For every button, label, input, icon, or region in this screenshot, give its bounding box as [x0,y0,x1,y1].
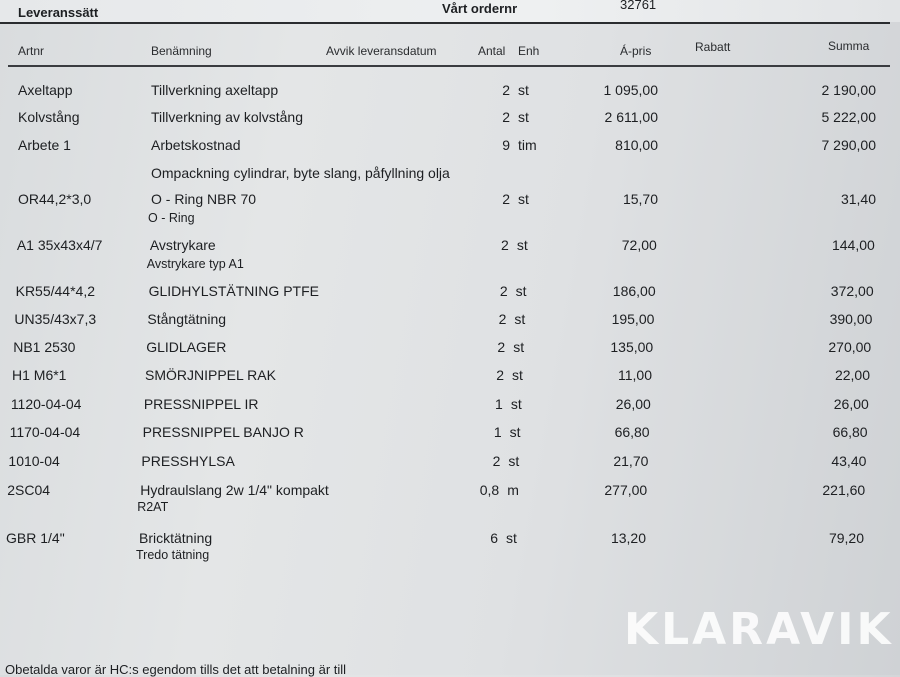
col-avvik: Avvik leveransdatum [326,44,437,58]
item-unit-price: 195,00 [611,311,655,327]
item-quantity: 2 [502,82,510,98]
col-summa: Summa [828,39,870,53]
order-label: Vårt ordernr [442,1,518,16]
item-unit: st [518,191,529,207]
item-quantity: 0,8 [479,482,500,498]
item-unit-price: 15,70 [622,191,658,207]
item-sum: 66,80 [832,424,868,440]
item-sum: 221,60 [822,482,866,498]
table-row [0,339,895,361]
item-unit: st [513,339,525,355]
item-name: PRESSHYLSA [141,453,235,469]
table-row [0,396,893,418]
col-benamning: Benämning [151,44,212,58]
order-number: 32761 [620,0,657,12]
item-unit-price: 135,00 [610,339,654,355]
item-sum: 79,20 [828,530,864,546]
item-description: Avstrykare typ A1 [146,257,244,271]
delivery-label: Leveranssätt [18,5,99,20]
table-row [0,82,900,104]
item-name: PRESSNIPPEL IR [143,396,259,412]
article-number: 1120-04-04 [10,396,82,412]
article-number: 1170-04-04 [9,424,81,440]
table-row [0,191,900,213]
item-sum: 2 190,00 [821,82,876,98]
item-name: GLIDLAGER [146,339,227,355]
item-name: Stångtätning [147,311,227,327]
item-sum: 144,00 [831,237,875,253]
header-rule [0,22,890,24]
article-number: Axeltapp [18,82,73,98]
item-unit-price: 13,20 [610,530,646,546]
item-name: SMÖRJNIPPEL RAK [145,367,276,383]
item-name: O - Ring NBR 70 [151,191,257,207]
item-sum: 5 222,00 [821,109,876,125]
item-name: Bricktätning [139,530,213,546]
item-name: Arbetskostnad [151,137,241,153]
col-enh: Enh [518,44,540,58]
item-unit-price: 72,00 [621,237,657,253]
item-description: O - Ring [148,211,195,225]
article-number: GBR 1/4" [6,530,65,546]
col-artnr: Artnr [18,44,45,58]
table-row [0,367,894,389]
article-number: Arbete 1 [18,137,71,153]
item-unit-price: 66,80 [614,424,650,440]
item-sum: 7 290,00 [821,137,876,153]
item-name: Avstrykare [149,237,216,253]
table-row [0,137,900,159]
item-unit-price: 21,70 [613,453,649,469]
item-unit-price: 1 095,00 [603,82,658,98]
item-unit: m [507,482,519,498]
table-row [0,530,888,552]
table-row [0,237,899,259]
item-unit: st [510,396,522,412]
table-row [0,311,896,333]
article-number: 2SC04 [7,482,51,498]
item-sum: 43,40 [831,453,867,469]
item-description: R2AT [137,500,169,514]
item-sum: 270,00 [828,339,872,355]
item-quantity: 2 [501,237,509,253]
col-rabatt: Rabatt [695,40,731,54]
table-row [0,109,900,131]
item-unit: st [509,424,521,440]
item-quantity: 2 [499,283,508,299]
item-name: Tillverkning av kolvstång [151,109,303,125]
item-unit: st [518,82,529,98]
item-unit: st [515,283,527,299]
item-name: PRESSNIPPEL BANJO R [142,424,304,440]
klaravik-watermark: KLARAVIK [624,604,894,655]
footer-note: Obetalda varor är HC:s egendom tills det att betalning är till [5,662,347,677]
column-header-rule [8,65,890,67]
article-number: KR55/44*4,2 [15,283,96,299]
item-sum: 372,00 [830,283,874,299]
item-unit-price: 277,00 [604,482,648,498]
item-unit-price: 2 611,00 [604,109,658,125]
item-unit: st [518,109,529,125]
item-description: Tredo tätning [136,548,210,562]
item-sum: 390,00 [829,311,873,327]
item-quantity: 2 [502,109,510,125]
item-quantity: 2 [498,311,507,327]
item-quantity: 2 [502,191,510,207]
article-number: 1010-04 [8,453,60,469]
item-quantity: 1 [493,424,502,440]
item-sum: 31,40 [840,191,876,207]
article-number: UN35/43x7,3 [14,311,97,327]
item-unit-price: 186,00 [612,283,656,299]
item-name: Ompackning cylindrar, byte slang, påfyllning olja [151,165,450,181]
item-quantity: 9 [502,137,510,153]
item-unit: st [506,530,517,546]
col-antal: Antal [478,44,506,58]
item-quantity: 1 [495,396,503,412]
table-row [0,424,892,446]
article-number: A1 35x43x4/7 [16,237,103,253]
table-row [0,283,898,305]
item-unit: st [516,237,528,253]
article-number: OR44,2*3,0 [18,191,92,207]
item-unit: st [508,453,520,469]
item-unit: st [514,311,526,327]
table-row [0,453,890,475]
item-unit: st [512,367,523,383]
item-name: Hydraulslang 2w 1/4" kompakt [140,482,329,498]
item-sum: 22,00 [834,367,870,383]
article-number: H1 M6*1 [12,367,67,383]
item-quantity: 2 [492,453,501,469]
article-number: NB1 2530 [13,339,76,355]
col-apris: Á-pris [620,44,652,58]
table-row [0,165,900,187]
table-row [0,482,889,504]
item-name: GLIDHYLSTÄTNING PTFE [148,283,319,299]
item-quantity: 2 [496,367,504,383]
item-unit-price: 810,00 [615,137,658,153]
item-unit-price: 26,00 [615,396,651,412]
item-unit-price: 11,00 [618,367,652,383]
item-name: Tillverkning axeltapp [151,82,279,98]
article-number: Kolvstång [18,109,80,125]
item-sum: 26,00 [833,396,869,412]
item-quantity: 2 [497,339,506,355]
item-quantity: 6 [490,530,498,546]
item-unit: tim [518,137,537,153]
